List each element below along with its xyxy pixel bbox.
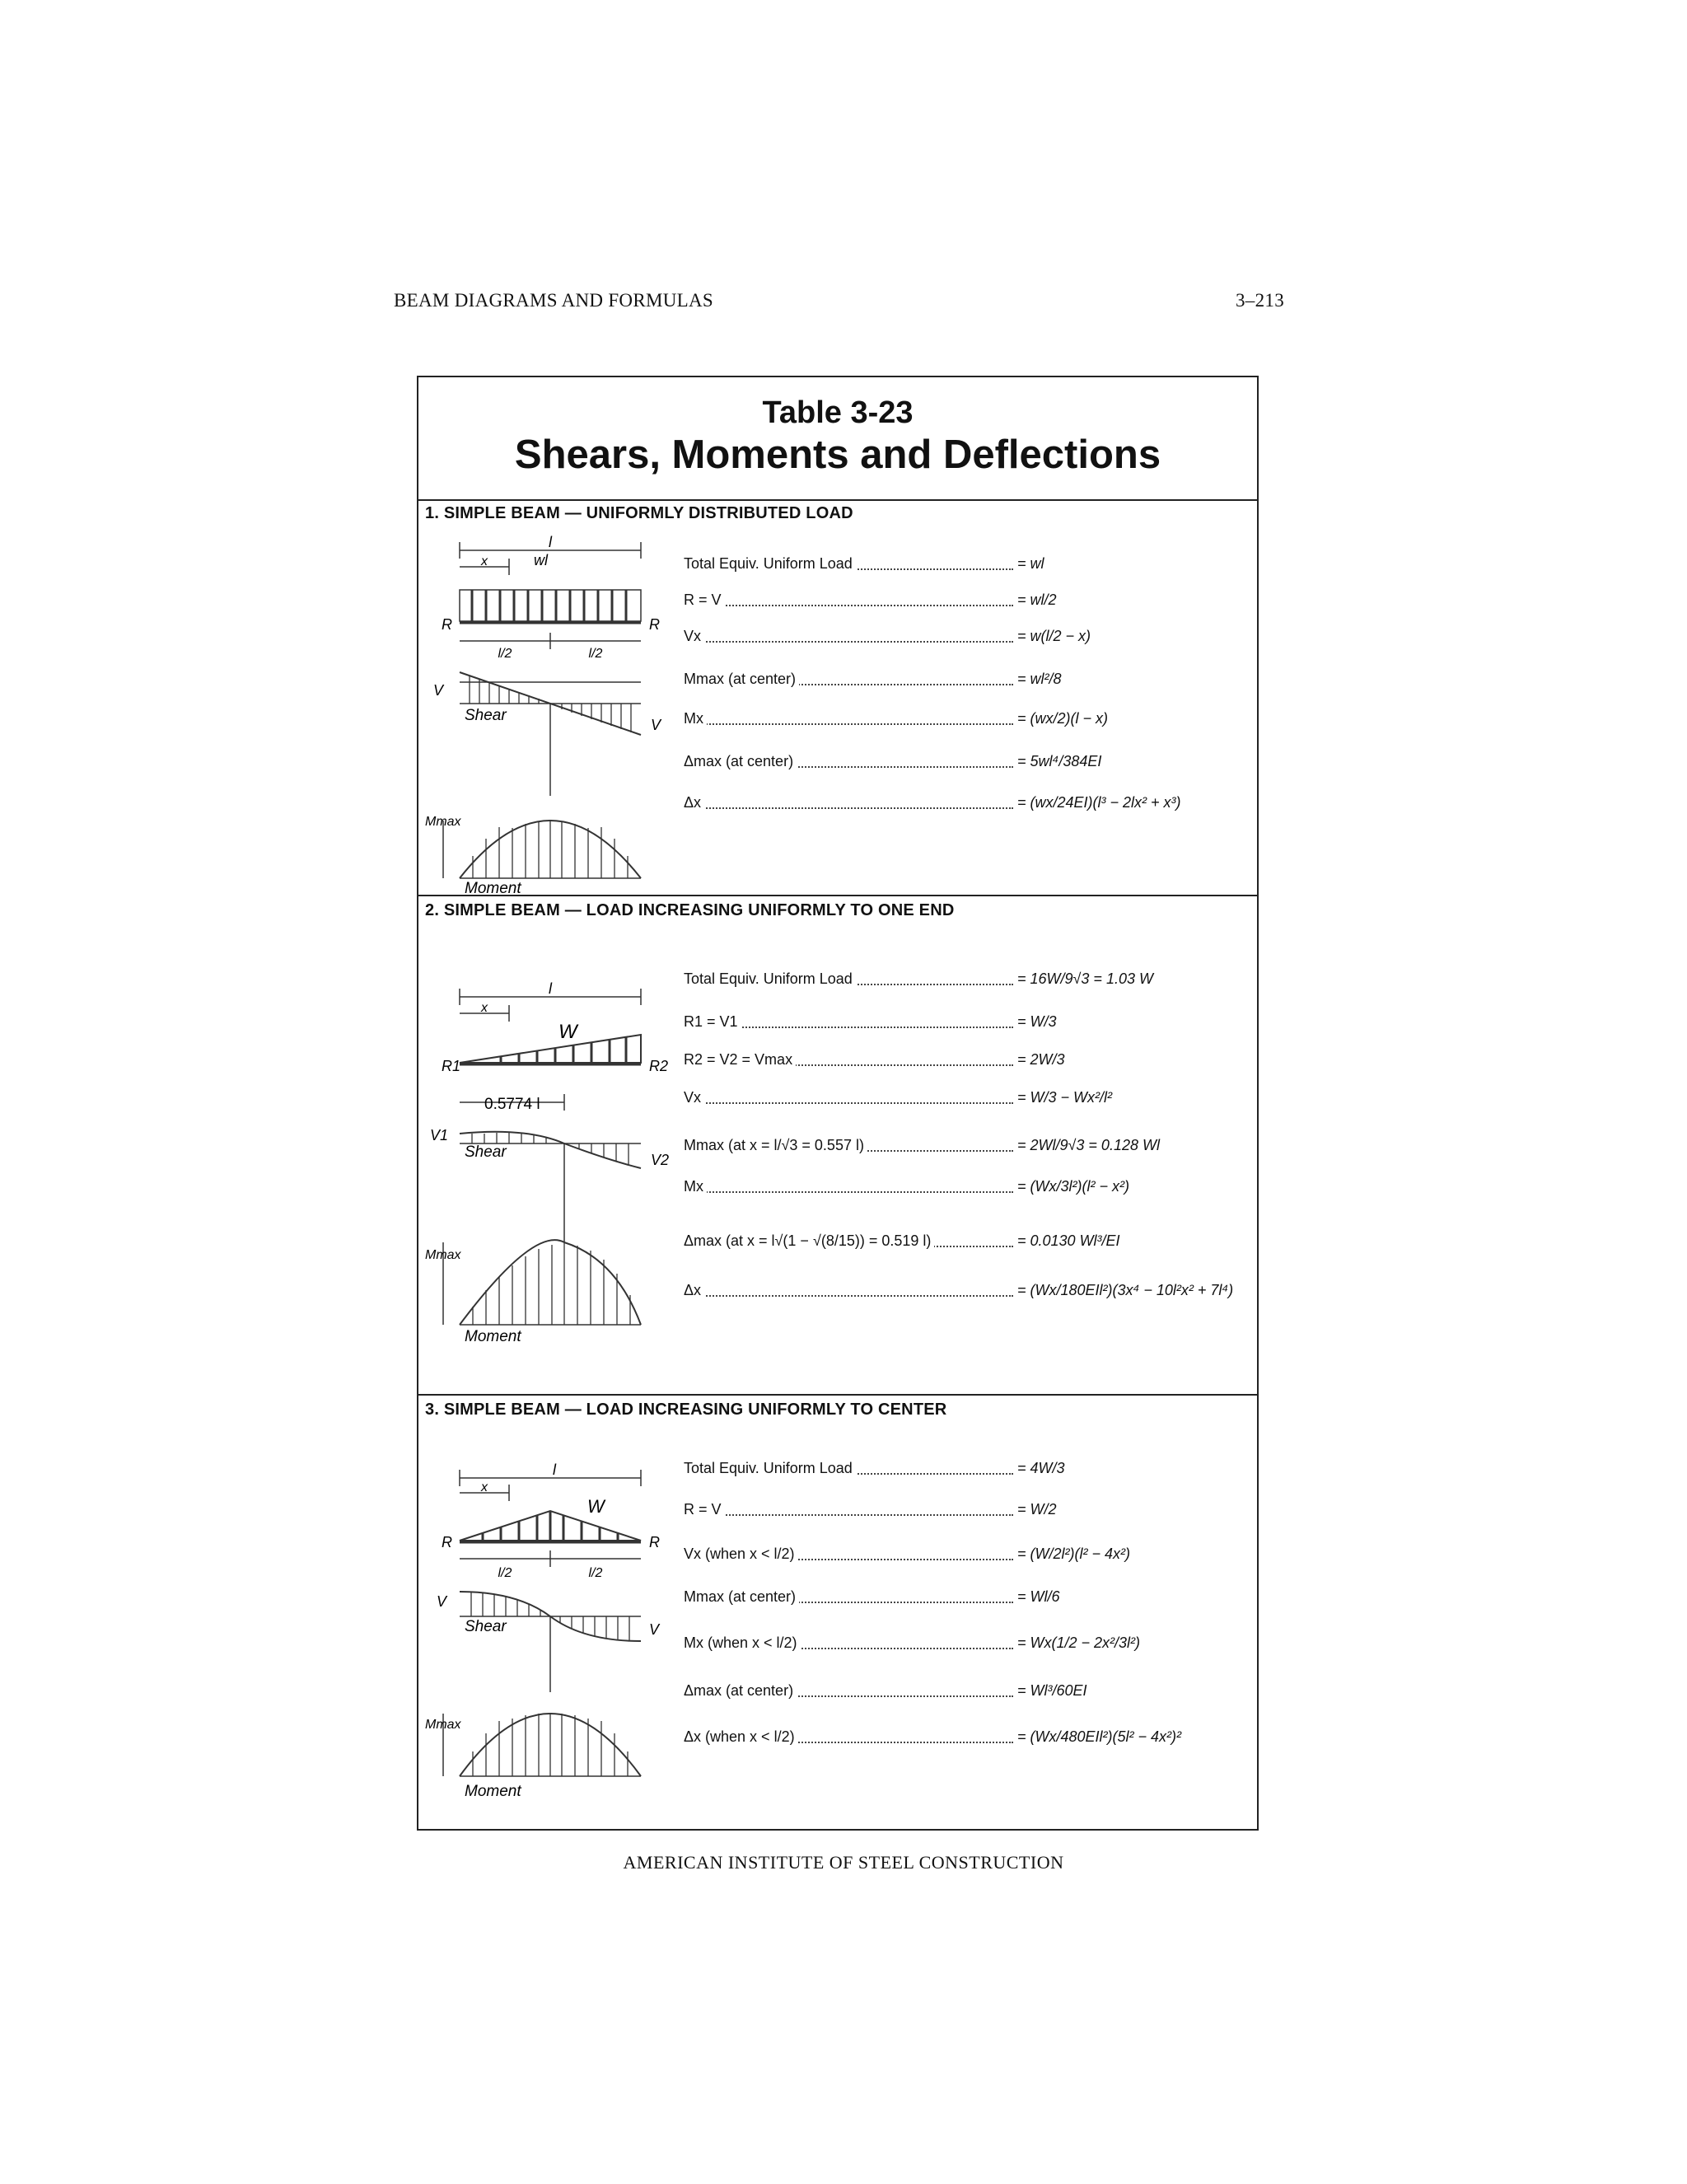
formula-row	[684, 585, 1252, 618]
triangular-load	[460, 1035, 641, 1063]
table-3-23	[417, 376, 1259, 1831]
formula-row	[684, 1083, 1252, 1115]
formula-label: Mmax (at center)	[684, 671, 799, 688]
formula-label: Mx (when x < l/2)	[684, 1634, 801, 1652]
formula-value: = 5wl⁴/384EI	[1017, 753, 1102, 769]
load-label: W	[558, 1021, 577, 1043]
formula-label: Mx	[684, 1178, 707, 1195]
formula-row	[684, 704, 1252, 737]
formula-row	[684, 1628, 1252, 1661]
formula-value: = 16W/9√3 = 1.03 W	[1017, 970, 1153, 987]
x-label: x	[481, 1001, 488, 1015]
moment-caption: Moment	[465, 1328, 521, 1345]
formula-value: = Wx(1/2 − 2x²/3l²)	[1017, 1634, 1141, 1651]
formula-label: R = V	[684, 1501, 725, 1518]
formula-label: Δmax (at x = l√(1 − √(8/15)) = 0.519 l)	[684, 1232, 934, 1250]
shear-right-label: V	[649, 1621, 660, 1638]
formula-row	[684, 1494, 1252, 1527]
shear-left-label: V	[437, 1593, 447, 1610]
half-left-label: l/2	[498, 1566, 512, 1580]
shear-right-label: V2	[651, 1152, 670, 1168]
case-2	[418, 896, 1257, 1396]
dimension-label: 0.5774 l	[484, 1096, 540, 1113]
shear-caption: Shear	[465, 1143, 507, 1161]
formula-label: Vx	[684, 628, 704, 645]
formula-label: Δx	[684, 794, 704, 811]
formula-row	[684, 1722, 1252, 1755]
case-3	[418, 1396, 1257, 1829]
formula-value: = 0.0130 Wl³/EI	[1017, 1232, 1120, 1249]
page-number: 3–213	[1236, 290, 1284, 311]
right-reaction-label: R	[649, 616, 660, 633]
formula-label: Δx	[684, 1282, 704, 1299]
left-reaction-label: R1	[442, 1058, 461, 1074]
mmax-label: Mmax	[425, 1718, 461, 1732]
formula-value: = (Wx/480EIl²)(5l² − 4x²)²	[1017, 1728, 1182, 1745]
left-reaction-label: R	[442, 1534, 452, 1550]
x-label: x	[481, 554, 488, 568]
case-title: 3. SIMPLE BEAM — LOAD INCREASING UNIFORMLY TO CENTER	[425, 1401, 947, 1419]
case-1-diagram	[418, 499, 684, 896]
publisher-footer: AMERICAN INSTITUTE OF STEEL CONSTRUCTION	[623, 1852, 1064, 1873]
formula-row	[684, 1130, 1252, 1163]
formula-row	[684, 964, 1252, 997]
formula-value: = w(l/2 − x)	[1017, 628, 1091, 644]
case-2-diagram	[418, 896, 684, 1396]
formula-value: = (W/2l²)(l² − 4x²)	[1017, 1546, 1130, 1562]
formula-row	[684, 1582, 1252, 1615]
span-label: l	[549, 980, 552, 997]
formula-row	[684, 1275, 1252, 1308]
shear-right-label: V	[651, 717, 661, 733]
formula-value: = Wl/6	[1017, 1588, 1060, 1605]
table-number: Table 3-23	[762, 395, 914, 430]
formula-label: Vx	[684, 1089, 704, 1106]
formula-value: = 4W/3	[1017, 1460, 1065, 1476]
formula-label: Total Equiv. Uniform Load	[684, 970, 856, 988]
left-reaction-label: R	[442, 616, 452, 633]
formula-row	[684, 1676, 1252, 1709]
formula-label: R1 = V1	[684, 1013, 741, 1031]
formula-value: = (Wx/180EIl²)(3x⁴ − 10l²x² + 7l⁴)	[1017, 1282, 1234, 1298]
formula-row	[684, 664, 1252, 697]
running-header-left: BEAM DIAGRAMS AND FORMULAS	[394, 290, 713, 311]
case-title: 1. SIMPLE BEAM — UNIFORMLY DISTRIBUTED LOAD	[425, 504, 853, 522]
moment-caption: Moment	[465, 880, 521, 896]
shear-caption: Shear	[465, 707, 507, 724]
formula-row	[684, 1539, 1252, 1572]
case-title: 2. SIMPLE BEAM — LOAD INCREASING UNIFORMLY TO ONE END	[425, 901, 955, 919]
formula-value: = 2Wl/9√3 = 0.128 Wl	[1017, 1137, 1160, 1153]
table-title: Shears, Moments and Deflections	[514, 433, 1161, 477]
formula-value: = W/2	[1017, 1501, 1057, 1518]
right-reaction-label: R	[649, 1534, 660, 1550]
formula-value: = (wx/24EI)(l³ − 2lx² + x³)	[1017, 794, 1181, 811]
moment-caption: Moment	[465, 1783, 521, 1800]
case-1	[418, 499, 1257, 896]
formula-row	[684, 621, 1252, 654]
formula-row	[684, 788, 1252, 821]
formula-value: = (Wx/3l²)(l² − x²)	[1017, 1178, 1129, 1195]
formula-label: R2 = V2 = Vmax	[684, 1051, 796, 1069]
shear-left-label: V1	[430, 1127, 449, 1143]
x-label: x	[481, 1480, 488, 1494]
formula-label: Mx	[684, 710, 707, 727]
mmax-label: Mmax	[425, 1248, 461, 1262]
half-right-label: l/2	[588, 647, 603, 661]
shear-caption: Shear	[465, 1618, 507, 1635]
formula-label: Δmax (at center)	[684, 753, 797, 770]
formula-value: = W/3 − Wx²/l²	[1017, 1089, 1113, 1106]
load-label: wl	[534, 552, 548, 568]
formula-label: Δx (when x < l/2)	[684, 1728, 798, 1746]
formula-label: Total Equiv. Uniform Load	[684, 1460, 856, 1477]
formula-label: Vx (when x < l/2)	[684, 1546, 798, 1563]
half-right-label: l/2	[588, 1566, 603, 1580]
formula-label: R = V	[684, 592, 725, 609]
formula-row	[684, 549, 1252, 582]
table-title-box	[418, 377, 1257, 501]
formula-row	[684, 1045, 1252, 1078]
formula-row	[684, 746, 1252, 779]
case-3-diagram	[418, 1396, 684, 1829]
right-reaction-label: R2	[649, 1058, 669, 1074]
shear-left-label: V	[433, 682, 444, 699]
formula-value: = 2W/3	[1017, 1051, 1065, 1068]
mmax-label: Mmax	[425, 815, 461, 829]
formula-value: = wl²/8	[1017, 671, 1062, 687]
formula-label: Δmax (at center)	[684, 1682, 797, 1700]
formula-row	[684, 1007, 1252, 1040]
span-label: l	[549, 534, 552, 550]
formula-row	[684, 1453, 1252, 1486]
formula-value: = wl/2	[1017, 592, 1057, 608]
load-label: W	[587, 1496, 605, 1517]
span-label: l	[553, 1461, 556, 1478]
formula-label: Mmax (at x = l/√3 = 0.557 l)	[684, 1137, 867, 1154]
moment-curve	[460, 1240, 641, 1325]
formula-value: = Wl³/60EI	[1017, 1682, 1087, 1699]
formula-value: = W/3	[1017, 1013, 1057, 1030]
formula-label: Total Equiv. Uniform Load	[684, 555, 856, 573]
formula-value: = wl	[1017, 555, 1044, 572]
half-left-label: l/2	[498, 647, 512, 661]
formula-value: = (wx/2)(l − x)	[1017, 710, 1109, 727]
formula-label: Mmax (at center)	[684, 1588, 799, 1606]
formula-row	[684, 1172, 1252, 1204]
formula-row	[684, 1226, 1252, 1259]
